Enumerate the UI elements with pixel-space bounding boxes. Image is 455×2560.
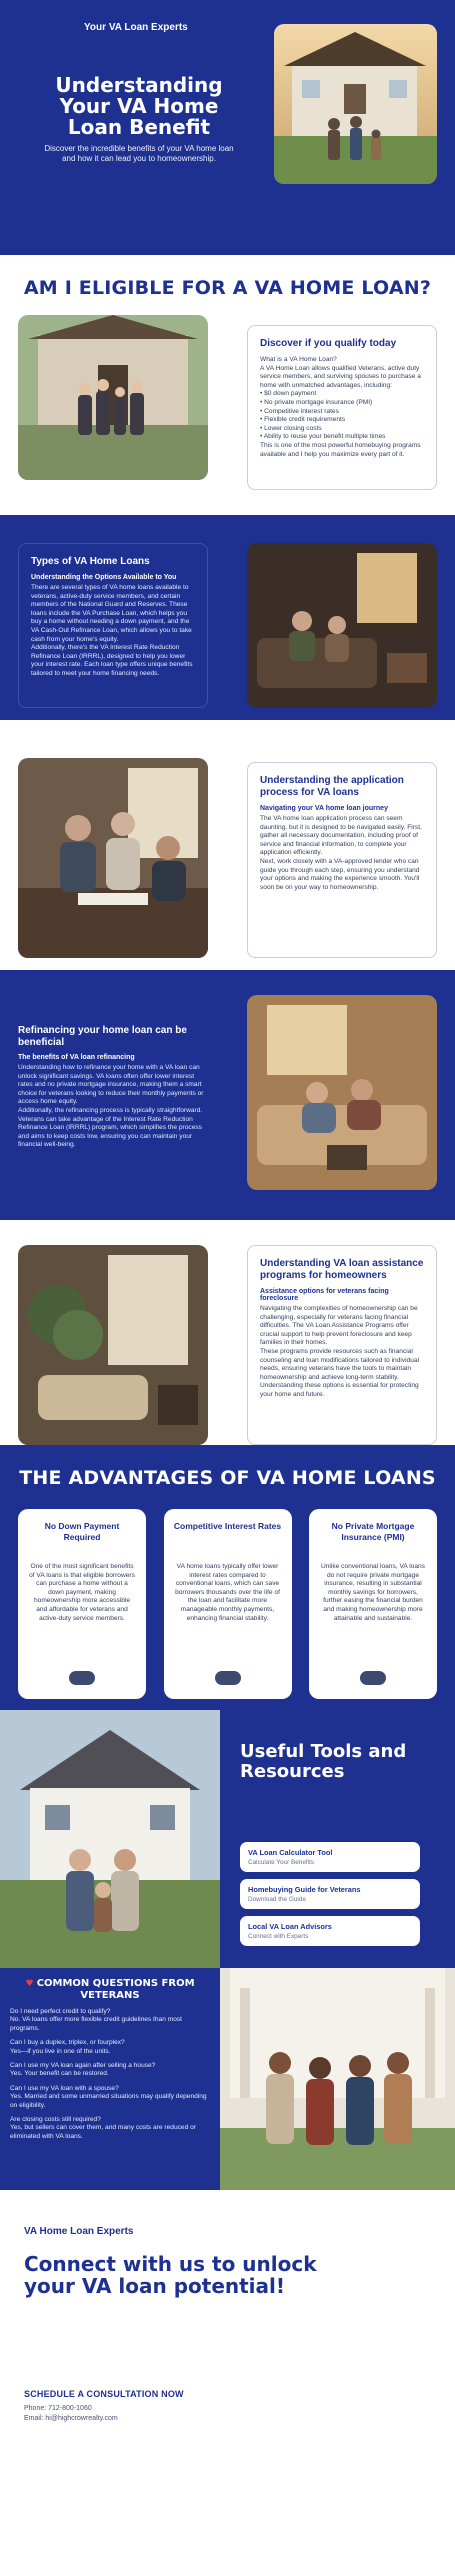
heart-icon: ♥ — [25, 1979, 37, 1989]
application-body: The VA home loan application process can seem daunting, but it is designed to be navigated easily. First, gather all necessary documentation, including proof of service and financial information, to complete your application efficiently. — [260, 815, 422, 857]
hero-section — [0, 0, 455, 255]
faq-heading-text: COMMON QUESTIONS FROM VETERANS — [36, 1978, 195, 2001]
bullet: • Ability to reuse your benefit multiple times — [260, 433, 424, 442]
advantage-cards — [18, 1509, 437, 1699]
family-home-front-photo — [0, 1710, 220, 1968]
tool-link[interactable]: Connect with Experts — [248, 1933, 309, 1940]
application-subtitle: Navigating your VA home loan journey — [260, 805, 388, 812]
faq-answer: No. VA loans offer more flexible credit guidelines than most programs. — [10, 2016, 183, 2032]
bullet: • No private mortgage insurance (PMI) — [260, 399, 424, 408]
loan-types-section — [0, 515, 455, 720]
advantages-heading: THE ADVANTAGES OF VA HOME LOANS — [19, 1467, 436, 1489]
eligibility-section — [0, 315, 455, 490]
advantage-title: Competitive Interest Rates — [173, 1521, 282, 1531]
faq-item — [10, 2008, 210, 2033]
tool-title: Homebuying Guide for Veterans — [248, 1885, 361, 1894]
faq-answer: Yes. Married and some unmarried situations may qualify depending on eligibility. — [10, 2093, 207, 2109]
tool-homebuying-guide[interactable] — [240, 1879, 420, 1909]
tools-heading: Useful Tools and Resources — [240, 1741, 407, 1782]
bullet: • Lower closing costs — [260, 425, 424, 434]
faq-item — [10, 2062, 210, 2079]
faq-question: Can I buy a duplex, triplex, or fourplex? — [10, 2039, 125, 2047]
tool-local-advisors[interactable] — [240, 1916, 420, 1946]
refinance-body: Understanding how to refinance your home with a VA loan can unlock significant savings. VA loans often offer lower interest rates and no private mortgage insurance, making them a smart choice for veterans looking to reduce their monthly payments or access home equity. — [18, 1064, 204, 1106]
advantage-body: Unlike conventional loans, VA loans do not require private mortgage insurance, resulting in substantial monthly savings for borrowers, further easing the financial burden and making homeownership more attainable and sustainable. — [321, 1563, 425, 1622]
refinance-section — [0, 970, 455, 1220]
refinance-title: Refinancing your home loan can be beneficial — [18, 1025, 187, 1048]
tool-link[interactable]: Download the Guide — [248, 1896, 306, 1903]
application-title: Understanding the application process for VA loans — [260, 775, 404, 798]
advantage-button[interactable] — [215, 1671, 241, 1685]
eligibility-intro: What is a VA Home Loan? — [260, 356, 337, 363]
faq-item — [10, 2039, 210, 2056]
bullet: • Competitive interest rates — [260, 408, 424, 417]
tool-title: VA Loan Calculator Tool — [248, 1848, 333, 1857]
veteran-living-room-photo — [247, 543, 437, 708]
assistance-body-2: These programs provide resources such as financial counseling and loan modifications tailored to individual needs, ensuring veterans have the tools to maintain homeownership and achieve long-term stability. Understanding these options is essential for protecting your home and future. — [260, 1347, 420, 1398]
eligibility-card — [247, 325, 437, 490]
assistance-body: Navigating the complexities of homeownership can be challenging, especially for veterans facing financial difficulties. The VA Loan Assistance Programs offer crucial support to help prevent foreclosure and keep families in their homes. — [260, 1305, 418, 1347]
couple-meeting-photo — [18, 758, 208, 958]
advantage-button[interactable] — [360, 1671, 386, 1685]
family-house-photo — [274, 24, 437, 184]
contact-email[interactable]: Email: hi@highcrowrealty.com — [24, 2415, 118, 2422]
loan-types-title: Types of VA Home Loans — [31, 556, 150, 567]
contact-brand: VA Home Loan Experts — [24, 2226, 134, 2237]
tool-loan-calculator[interactable] — [240, 1842, 420, 1872]
faq-item — [10, 2085, 210, 2110]
contact-section — [0, 2190, 455, 2520]
advantage-card-down-payment — [18, 1509, 146, 1699]
faq-answer: Yes—if you live in one of the units. — [10, 2047, 111, 2055]
contact-headline: Connect with us to unlock your VA loan potential! — [24, 2252, 317, 2298]
advantage-body: One of the most significant benefits of VA loans is that eligible borrowers can purchase a home without a down payment, making homeownership more accessible and affordable for veterans and active-duty service members. — [29, 1563, 135, 1622]
faq-question: Do I need perfect credit to qualify? — [10, 2008, 111, 2015]
assistance-section — [0, 1220, 455, 1445]
contact-phone[interactable]: Phone: 712-800-1060 — [24, 2405, 92, 2412]
eligibility-heading: AM I ELIGIBLE FOR A VA HOME LOAN? — [23, 277, 432, 299]
tools-faq-section — [0, 1710, 455, 2190]
refinance-subtitle: The benefits of VA loan refinancing — [18, 1054, 135, 1061]
couple-couch-photo — [247, 995, 437, 1190]
tool-link[interactable]: Calculate Your Benefits — [248, 1859, 315, 1866]
assistance-title: Understanding VA loan assistance programs for homeowners — [260, 1258, 424, 1281]
faq-question: Can I use my VA loan again after selling a house? — [10, 2062, 156, 2070]
faq-panel — [0, 1968, 220, 2190]
advantages-section — [0, 1445, 455, 1710]
faq-question: Can I use my VA loan with a spouse? — [10, 2084, 119, 2092]
assistance-card — [247, 1245, 437, 1445]
refinance-body-2: Additionally, the refinancing process is typically straightforward. Veterans can take advantage of the Interest Rate Reduction Refinance Loan (IRRRL) program, which simplifies the process and aims to keep costs low, ensuring you can maintain your financial well-being. — [18, 1106, 203, 1149]
hero-title: Understanding Your VA Home Loan Benefit — [55, 73, 223, 139]
advantage-card-no-pmi — [309, 1509, 437, 1699]
faq-answer: Yes, but sellers can cover them, and many costs are reduced or eliminated with VA loans. — [10, 2124, 196, 2140]
loan-types-body-2: Additionally, there's the VA Interest Rate Reduction Refinance Loan (IRRRL), designed to help you lower your interest rate. Each loan type offers unique benefits tailored to meet your home financing needs. — [31, 644, 193, 677]
faq-question: Are closing costs still required? — [10, 2116, 101, 2124]
loan-types-card — [18, 543, 208, 708]
brand-name: Your VA Loan Experts — [84, 22, 188, 33]
advantage-title: No Private Mortgage Insurance (PMI) — [331, 1521, 415, 1542]
family-porch-photo — [18, 315, 208, 480]
tool-title: Local VA Loan Advisors — [248, 1922, 332, 1931]
advantage-card-interest-rates — [164, 1509, 292, 1699]
eligibility-closing: This is one of the most powerful homebuying programs available and I help you maximize every part of it. — [260, 441, 421, 458]
faq-item — [10, 2116, 210, 2141]
family-porch-group-photo — [220, 1968, 455, 2190]
bullet: • $0 down payment — [260, 390, 424, 399]
assistance-subtitle: Assistance options for veterans facing foreclosure — [260, 1288, 389, 1302]
bullet: • Flexible credit requirements — [260, 416, 424, 425]
faq-heading — [10, 1978, 210, 2002]
eligibility-card-title: Discover if you qualify today — [260, 338, 397, 349]
faq-answer: Yes. Your benefit can be restored. — [10, 2070, 109, 2078]
living-room-plants-photo — [18, 1245, 208, 1445]
eligibility-bullets — [260, 390, 424, 442]
advantage-title: No Down Payment Required — [44, 1521, 120, 1542]
loan-types-subtitle: Understanding the Options Available to You — [31, 574, 177, 581]
eligibility-body: A VA Home Loan allows qualified Veterans, active duty service members, and surviving spouses to purchase a home with unmatched advantages, including: — [260, 364, 421, 389]
application-card — [247, 762, 437, 958]
application-body-2: Next, work closely with a VA-approved lender who can guide you through each step, ensuring you understand your options and making the experience smooth. You'll soon be on your way to homeownership. — [260, 857, 420, 891]
schedule-consultation-link[interactable]: SCHEDULE A CONSULTATION NOW — [24, 2389, 184, 2399]
loan-types-body: There are several types of VA home loans available to veterans, active-duty service members, and certain members of the National Guard and Reserves. These loans include the VA Purchase Loan, which helps you buy a home without needing a down payment, and the VA Cash-Out Refinance Loan, which allows you to take cash from your home's equity. — [31, 584, 192, 643]
hero-lead: Discover the incredible benefits of your VA home loan and how it can lead you to homeownership. — [44, 144, 234, 163]
advantage-body: VA home loans typically offer lower interest rates compared to conventional loans, which can save borrowers thousands over the life of the loan and facilitate more manageable monthly payments, enhancing financial stability. — [175, 1563, 280, 1622]
tools-panel — [220, 1710, 455, 1968]
refinance-text — [18, 995, 208, 1150]
advantage-button[interactable] — [69, 1671, 95, 1685]
application-section — [0, 720, 455, 955]
